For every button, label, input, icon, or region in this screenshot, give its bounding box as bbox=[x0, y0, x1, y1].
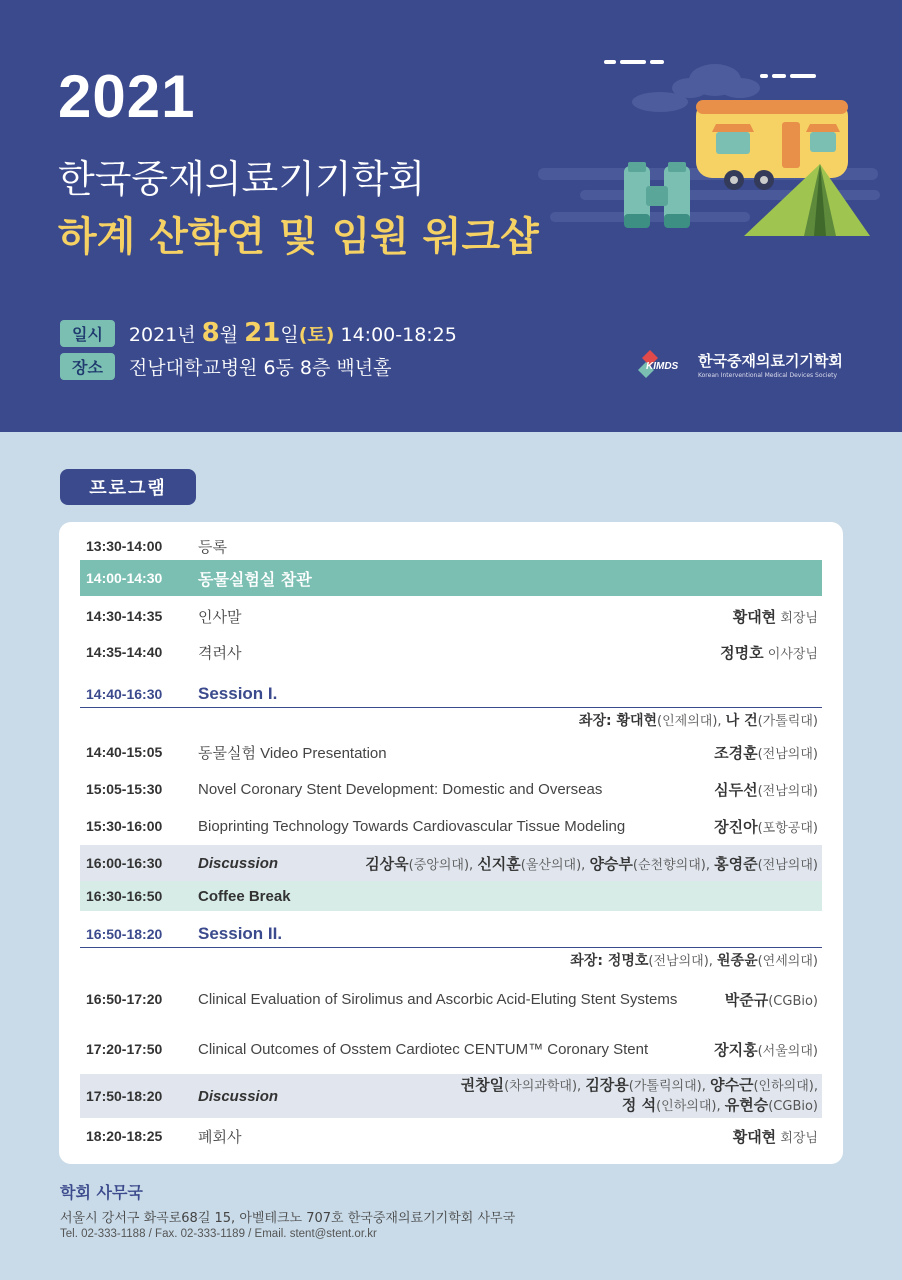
date-tag: 일시 bbox=[60, 320, 115, 347]
row-time: 16:50-17:20 bbox=[86, 991, 163, 1007]
session-header bbox=[80, 680, 822, 708]
date-prefix: 2021년 bbox=[128, 324, 202, 346]
row-speaker bbox=[733, 1126, 822, 1147]
session-title: Session II. bbox=[198, 923, 283, 943]
chair-affiliation: (인제의대), bbox=[657, 714, 726, 729]
speaker-name: 정명호 bbox=[720, 643, 764, 662]
discussion-panel bbox=[328, 853, 822, 874]
speaker-name: 심두선 bbox=[714, 780, 758, 799]
speaker-role: 회장님 bbox=[776, 610, 818, 626]
row-time: 18:20-18:25 bbox=[86, 1128, 163, 1144]
date-month: 8 bbox=[201, 318, 220, 348]
row-time: 14:40-15:05 bbox=[86, 744, 163, 760]
row-speaker bbox=[714, 742, 822, 763]
row-time: 16:30-16:50 bbox=[86, 888, 163, 904]
panelist-name: 홍영준 bbox=[714, 854, 758, 873]
row-time: 14:30-14:35 bbox=[86, 608, 163, 624]
event-title bbox=[58, 205, 539, 262]
panelist-name: 양승부 bbox=[589, 854, 633, 873]
row-topic: 등록 bbox=[198, 537, 227, 556]
panelist-name: 유현승 bbox=[724, 1096, 769, 1114]
chair-affiliation: (전남의대), bbox=[648, 954, 718, 969]
row-topic: Discussion bbox=[198, 1087, 279, 1105]
panelist-name: 권창일 bbox=[460, 1076, 505, 1094]
logo-korean-name: 한국중재의료기기학회 bbox=[698, 351, 843, 370]
row-topic: 격려사 bbox=[198, 643, 242, 662]
panelist-affiliation: (순천향의대), bbox=[632, 857, 715, 873]
session-time: 14:40-16:30 bbox=[86, 685, 163, 702]
panelist-name: 신지훈 bbox=[477, 854, 521, 873]
program-row bbox=[80, 734, 822, 770]
row-topic: Coffee Break bbox=[198, 887, 291, 905]
row-speaker bbox=[714, 816, 822, 837]
chair-affiliation: (연세의대) bbox=[757, 954, 818, 969]
panelist-name: 양수근 bbox=[710, 1076, 754, 1094]
speaker-affiliation: (서울의대) bbox=[757, 1043, 818, 1059]
speaker-affiliation: (전남의대) bbox=[757, 783, 818, 799]
session-title: Session I. bbox=[198, 683, 278, 703]
chair-name: 황대현 bbox=[616, 713, 658, 729]
program-row bbox=[80, 534, 822, 558]
chair-name: 원종윤 bbox=[717, 953, 758, 969]
row-topic: 인사말 bbox=[198, 607, 242, 626]
panelist-affiliation: (인하의대), bbox=[656, 1099, 725, 1114]
row-speaker bbox=[725, 989, 822, 1010]
program-label: 프로그램 bbox=[60, 469, 196, 505]
kimds-logo-icon bbox=[636, 346, 692, 382]
date-day: 21 bbox=[244, 318, 281, 348]
row-speaker bbox=[714, 779, 822, 800]
society-name-title: 한국중재의료기기학회 bbox=[58, 157, 426, 201]
panelist-affiliation: (가톨릭의대), bbox=[628, 1079, 710, 1094]
chair-label: 좌장: bbox=[570, 953, 608, 969]
chair-label: 좌장: bbox=[578, 713, 617, 729]
date-value bbox=[129, 318, 457, 348]
speaker-name: 장진아 bbox=[714, 817, 758, 836]
row-speaker bbox=[720, 642, 822, 663]
chair-name: 정명호 bbox=[607, 953, 649, 969]
row-speaker bbox=[733, 606, 822, 627]
chair-name: 나 건 bbox=[725, 713, 758, 729]
event-title-text: 하계 산학연 및 임원 워크샵 bbox=[58, 214, 539, 260]
date-time: 14:00-18:25 bbox=[334, 324, 457, 346]
program-row bbox=[80, 560, 822, 596]
society-logo bbox=[636, 346, 843, 382]
row-time: 14:35-14:40 bbox=[86, 644, 163, 660]
place-row bbox=[60, 353, 391, 380]
row-topic: Discussion bbox=[198, 854, 279, 872]
panelist-name: 정 석 bbox=[621, 1096, 657, 1114]
program-row bbox=[80, 1074, 822, 1118]
program-row bbox=[80, 634, 822, 670]
speaker-name: 황대현 bbox=[732, 1127, 777, 1146]
program-row bbox=[80, 1120, 822, 1152]
row-topic: Clinical Evaluation of Sirolimus and Ascorbic Acid-Eluting Stent Systems bbox=[198, 990, 678, 1008]
event-year: 2021 bbox=[58, 63, 196, 130]
speaker-affiliation: (CGBio) bbox=[768, 993, 818, 1009]
panelist-affiliation: (CGBio) bbox=[768, 1099, 818, 1114]
logo-english-name: Korean Interventional Medical Devices Society bbox=[698, 371, 838, 379]
row-time: 15:30-16:00 bbox=[86, 818, 163, 834]
row-topic: Novel Coronary Stent Development: Domestic and Overseas bbox=[198, 780, 603, 798]
speaker-name: 박준규 bbox=[724, 990, 769, 1009]
panelist-name: 김상욱 bbox=[365, 854, 409, 873]
program-row bbox=[80, 845, 822, 881]
row-time: 17:50-18:20 bbox=[86, 1088, 163, 1104]
row-topic: Bioprinting Technology Towards Cardiovascular Tissue Modeling bbox=[198, 817, 626, 835]
discussion-panel bbox=[328, 1076, 822, 1116]
row-time: 14:00-14:30 bbox=[86, 570, 163, 586]
program-row bbox=[80, 808, 822, 844]
speaker-affiliation: (전남의대) bbox=[757, 746, 818, 762]
row-topic: 동물실험실 참관 bbox=[198, 569, 312, 589]
panelist-affiliation: (인하의대), bbox=[753, 1079, 818, 1094]
office-contact: Tel. 02-333-1188 / Fax. 02-333-1189 / Email. stent@stent.or.kr bbox=[60, 1228, 377, 1240]
row-topic: 동물실험 Video Presentation bbox=[198, 744, 387, 762]
speaker-role: 회장님 bbox=[776, 1130, 818, 1146]
program-row bbox=[80, 771, 822, 807]
speaker-affiliation: (포항공대) bbox=[757, 820, 818, 836]
panelist-affiliation: (중앙의대), bbox=[408, 857, 478, 873]
speaker-name: 조경훈 bbox=[714, 743, 758, 762]
office-title: 학회 사무국 bbox=[60, 1183, 143, 1202]
program-row bbox=[80, 598, 822, 634]
speaker-name: 장지홍 bbox=[714, 1040, 758, 1059]
program-row bbox=[80, 1026, 822, 1072]
speaker-name: 황대현 bbox=[732, 607, 777, 626]
place-tag: 장소 bbox=[60, 353, 115, 380]
row-time: 16:00-16:30 bbox=[86, 855, 163, 871]
session2-chairs bbox=[80, 950, 822, 970]
place-value: 전남대학교병원 6동 8층 백년홀 bbox=[128, 357, 392, 379]
program-row bbox=[80, 976, 822, 1022]
date-month-unit: 월 bbox=[219, 324, 245, 346]
logo-mark-text: KIMDS bbox=[646, 361, 679, 372]
row-time: 15:05-15:30 bbox=[86, 781, 163, 797]
panelist-affiliation: (전남의대) bbox=[757, 857, 818, 873]
program-row bbox=[80, 881, 822, 911]
row-time: 17:20-17:50 bbox=[86, 1041, 163, 1057]
session-header bbox=[80, 920, 822, 948]
date-row bbox=[60, 318, 457, 348]
row-topic: 폐회사 bbox=[198, 1127, 242, 1146]
row-speaker bbox=[714, 1039, 822, 1060]
header-banner bbox=[0, 0, 902, 432]
speaker-role: 이사장님 bbox=[763, 646, 818, 662]
row-time: 13:30-14:00 bbox=[86, 538, 163, 554]
date-day-unit: 일 bbox=[280, 324, 299, 346]
panelist-affiliation: (울산의대), bbox=[520, 857, 590, 873]
program-card bbox=[59, 522, 843, 1164]
row-topic: Clinical Outcomes of Osstem Cardiotec CENTUM™ Coronary Stent bbox=[198, 1040, 649, 1058]
session-time: 16:50-18:20 bbox=[86, 925, 163, 942]
office-address: 서울시 강서구 화곡로68길 15, 아벨테크노 707호 한국중재의료기기학회 사무국 bbox=[60, 1211, 516, 1226]
chair-affiliation: (가톨릭대) bbox=[757, 714, 818, 729]
panelist-affiliation: (차의과학대), bbox=[504, 1079, 586, 1094]
session1-chairs bbox=[80, 710, 822, 730]
date-weekday: (토) bbox=[298, 324, 335, 346]
camping-illustration bbox=[520, 40, 890, 270]
panelist-name: 김장용 bbox=[585, 1076, 629, 1094]
